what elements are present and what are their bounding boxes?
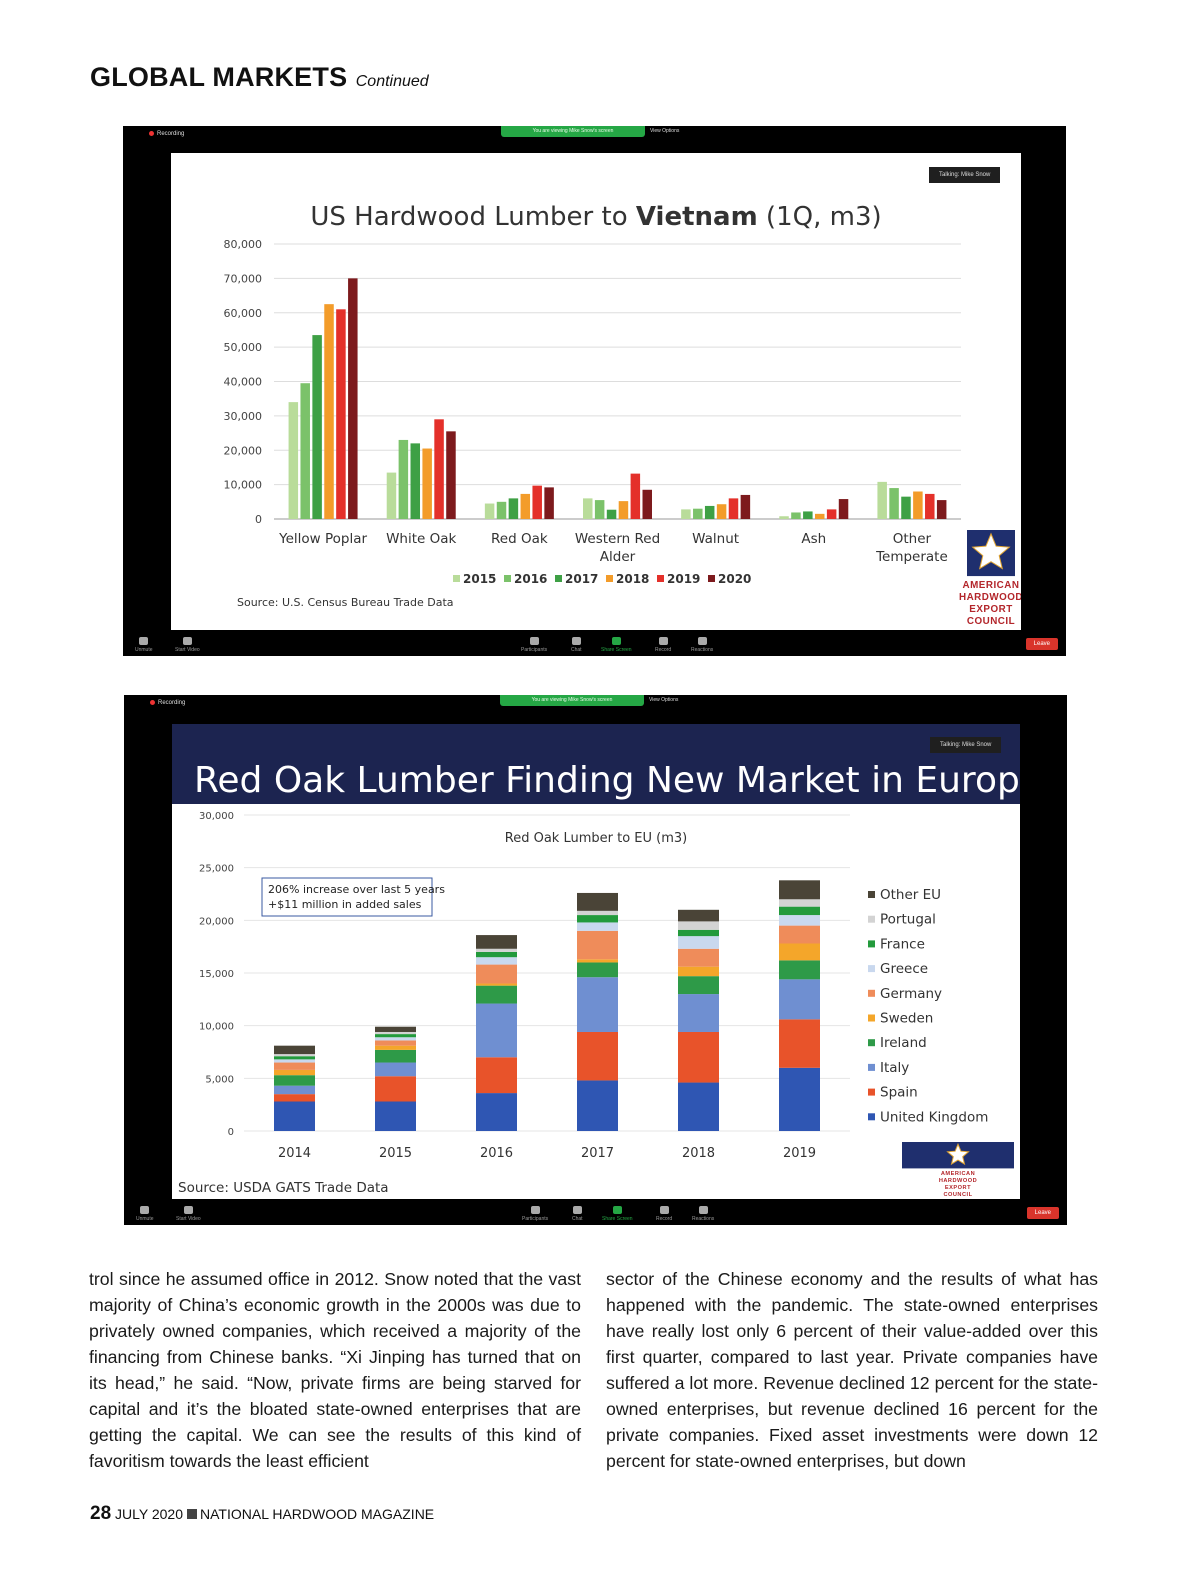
chart1-bar <box>446 431 456 519</box>
reactions-button[interactable]: Reactions <box>692 1206 714 1222</box>
page-number: 28 <box>90 1503 112 1524</box>
chart2-callout-line: +$11 million in added sales <box>268 898 422 911</box>
chart1-legend-swatch <box>453 575 460 582</box>
chart2-bar-segment <box>274 1075 315 1086</box>
chart2-source: Source: USDA GATS Trade Data <box>178 1180 389 1196</box>
body-column-right: sector of the Chinese economy and the results of what has happened with the pandemic. The state-owned enterprises have really lost only 6 percent of their value-added over this first quarter, compared to last year. Private companies have suffered a lot more. Revenue declined 12 percent for the state-owned enterprises, but revenue declined 16 percent for the private companies. Fixed asset investments were down 12 percent for state-owned enterprises, but down <box>606 1269 1098 1471</box>
zoom-topbar <box>123 126 1066 148</box>
chart2-x-label: 2015 <box>378 1146 413 1161</box>
chart1-bar <box>497 502 507 519</box>
chart2-bar-segment <box>577 1032 618 1080</box>
chart2-bar-segment <box>274 1070 315 1075</box>
chart1-legend-swatch <box>555 575 562 582</box>
participants-icon <box>530 637 539 645</box>
chart1-bar <box>717 504 727 519</box>
chart1-bar <box>693 509 703 519</box>
chart2-legend-label: Other EU <box>880 887 942 903</box>
chat-icon <box>573 1206 582 1214</box>
chart1-y-tick: 0 <box>255 513 262 526</box>
footer-date: JULY 2020 <box>115 1506 184 1522</box>
chart2-bar-segment <box>274 1102 315 1131</box>
chart1-y-tick: 40,000 <box>223 375 262 389</box>
chart2-bar-segment <box>274 1086 315 1094</box>
logo-text-line: EXPORT <box>944 1184 972 1191</box>
recording-indicator <box>135 131 184 137</box>
chat-button[interactable]: Chat <box>571 637 582 653</box>
chart2-legend-swatch <box>868 940 875 947</box>
ahec-logo-chart1 <box>959 530 1021 627</box>
chart2-bar-segment <box>678 967 719 976</box>
ahec-logo-chart2 <box>902 1142 1014 1198</box>
chart2-bar-segment <box>375 1102 416 1131</box>
chart1-bar <box>779 516 789 519</box>
chart1-bar <box>815 514 825 519</box>
chart2-banner-title: Red Oak Lumber Finding New Market in Europe <box>194 760 1020 801</box>
chart1-bar <box>289 402 299 519</box>
chart2-bar-segment <box>577 977 618 1032</box>
chart2-legend-label: United Kingdom <box>880 1109 989 1126</box>
chart2-callout-line: 206% increase over last 5 years <box>268 883 445 896</box>
chart2-bar-segment <box>577 962 618 977</box>
chart1-legend-label: 2019 <box>667 572 701 586</box>
talking-indicator: Talking: Mike Snow <box>929 167 1000 183</box>
chat-button[interactable]: Chat <box>572 1206 583 1222</box>
slide-red-oak <box>172 724 1020 1199</box>
chart2-legend-swatch <box>868 1015 875 1022</box>
page-footer <box>90 1503 434 1525</box>
recording-label: Recording <box>157 131 185 138</box>
video-camera-icon <box>184 1206 193 1214</box>
chart2-bar-segment <box>274 1054 315 1056</box>
chart2-bar-segment <box>274 1094 315 1101</box>
logo-text-line: EXPORT <box>969 603 1013 615</box>
zoom-screenshot-red-oak <box>124 695 1067 1225</box>
chart2-legend-label: Ireland <box>880 1035 927 1052</box>
chart2-bar-segment <box>678 1032 719 1083</box>
chart2-x-label: 2014 <box>277 1146 312 1161</box>
zoom-bottombar <box>124 1201 1067 1225</box>
chart1-legend-swatch <box>606 575 613 582</box>
section-header <box>90 62 429 93</box>
chart2-bar-segment <box>476 935 517 949</box>
chart1-bar <box>399 440 409 519</box>
chart2-x-label: 2018 <box>681 1146 716 1161</box>
chart1-legend-label: 2020 <box>718 572 752 586</box>
chart2-y-tick: 0 <box>227 1127 234 1138</box>
chart1-bar <box>901 497 911 519</box>
chart1-title: US Hardwood Lumber to Vietnam (1Q, m3) <box>310 202 882 232</box>
record-button[interactable]: Record <box>656 1206 672 1222</box>
chart1-legend-swatch <box>708 575 715 582</box>
chart2-y-tick: 15,000 <box>199 969 234 980</box>
viewing-banner: You are viewing Mike Snow's screen <box>501 126 645 137</box>
participants-button[interactable]: Participants <box>522 1206 548 1222</box>
chart1-bar <box>485 504 495 519</box>
chart2-x-label: 2019 <box>782 1146 817 1161</box>
chart2-legend-label: Greece <box>880 961 929 978</box>
chart2-legend-swatch <box>868 965 875 972</box>
chart2-x-label: 2017 <box>580 1146 615 1161</box>
chart2-bar-segment <box>375 1027 416 1032</box>
footer-square-icon <box>187 1509 197 1519</box>
chat-icon <box>572 637 581 645</box>
chart1-y-tick: 80,000 <box>223 238 262 251</box>
chart1-x-label: Western Red Alder <box>574 531 661 565</box>
chart1-x-label: Ash <box>801 531 827 547</box>
chart1-bar <box>839 499 849 519</box>
record-icon <box>660 1206 669 1214</box>
chart1-bar <box>300 383 310 519</box>
chart1-bar <box>913 492 923 520</box>
viewing-banner: You are viewing Mike Snow's screen <box>500 695 644 706</box>
chart1-bar <box>631 474 641 519</box>
chart1-x-label: Yellow Poplar <box>279 531 368 547</box>
chart2-bar-segment <box>779 926 820 944</box>
chart1-x-label: Red Oak <box>491 531 548 547</box>
chart1-legend-label: 2016 <box>514 572 548 586</box>
leave-button[interactable]: Leave <box>1026 638 1058 650</box>
reactions-button[interactable]: Reactions <box>691 637 713 653</box>
chart1-legend-label: 2015 <box>463 572 497 586</box>
chart1-legend-label: 2017 <box>565 572 599 586</box>
chart1-source: Source: U.S. Census Bureau Trade Data <box>237 596 454 609</box>
chart2-bar-segment <box>779 907 820 915</box>
leave-button[interactable]: Leave <box>1027 1207 1059 1219</box>
chart1-bar <box>595 500 605 519</box>
chart2-bar-segment <box>476 952 517 957</box>
zoom-bottombar <box>123 632 1066 656</box>
chart2-legend-swatch <box>868 1064 875 1071</box>
chart2-bar-segment <box>678 910 719 922</box>
chart2-bar-segment <box>678 930 719 936</box>
chart2-bar-segment <box>577 931 618 959</box>
chart1-legend-label: 2018 <box>616 572 650 586</box>
chart1-bar <box>803 511 813 519</box>
chart2-subtitle: Red Oak Lumber to EU (m3) <box>504 831 688 846</box>
chart2-y-tick: 25,000 <box>199 863 234 875</box>
chart2-bar-segment <box>375 1046 416 1050</box>
chart2-bar-segment <box>375 1040 416 1045</box>
chart1-bar <box>741 495 751 519</box>
logo-text-line: HARDWOOD <box>938 1178 978 1185</box>
chart1-bar <box>387 473 397 519</box>
chart1-bar <box>791 512 801 519</box>
chart2-bar-segment <box>476 1004 517 1058</box>
chart1-bar <box>705 506 715 519</box>
chart2-bar-segment <box>577 893 618 911</box>
chart2-legend-swatch <box>868 990 875 997</box>
chart2-y-tick: 5,000 <box>205 1074 234 1086</box>
chart1-y-tick: 60,000 <box>223 306 262 320</box>
chart2-bar-segment <box>678 976 719 994</box>
chart2-bar-segment <box>678 1083 719 1131</box>
zoom-screenshot-vietnam <box>123 126 1066 656</box>
chart2-bar-segment <box>779 899 820 906</box>
chart2-bar-segment <box>577 915 618 922</box>
record-icon <box>659 637 668 645</box>
chart2-bar-segment <box>678 994 719 1032</box>
chart1-bar <box>619 501 629 519</box>
unmute-button[interactable]: Unmute <box>136 1206 154 1222</box>
chart2-legend-label: Spain <box>880 1084 918 1101</box>
chart2-bar-segment <box>274 1063 315 1070</box>
chart1-bar <box>827 509 837 519</box>
chart2-legend-swatch <box>868 916 875 923</box>
chart2-bar-segment <box>779 979 820 1019</box>
share-screen-button[interactable]: Share Screen <box>602 1206 633 1222</box>
body-column-left: trol since he assumed office in 2012. Snow noted that the vast majority of China’s economic growth in the 2000s was due to privately owned companies, which received a majority of the financing from Chinese banks. “Xi Jinping has turned that on its head,” he said. “Now, private firms are being starved for capital and it’s the bloated state-owned enterprises that are getting the capital. We can see the results of this kind of favoritism towards the least efficient <box>89 1269 581 1471</box>
share-screen-button[interactable]: Share Screen <box>601 637 632 653</box>
chart2-bar-segment <box>577 911 618 915</box>
participants-button[interactable]: Participants <box>521 637 547 653</box>
chart2-bar-segment <box>779 960 820 979</box>
chart2-bar-segment <box>274 1046 315 1054</box>
chart2-bar-segment <box>274 1059 315 1062</box>
view-options-button[interactable]: View Options <box>650 128 680 134</box>
chart2-bar-segment <box>476 965 517 984</box>
continued-label: Continued <box>355 73 429 90</box>
chart2-x-label: 2016 <box>479 1146 514 1161</box>
chart1-bar <box>336 309 346 519</box>
chart2-bar-segment <box>375 1076 416 1101</box>
reactions-icon <box>699 1206 708 1214</box>
logo-text-line: COUNCIL <box>966 615 1016 627</box>
chart1-y-tick: 30,000 <box>223 409 262 423</box>
logo-text-line: COUNCIL <box>943 1191 973 1198</box>
chart2-bar-segment <box>779 1068 820 1131</box>
chart2-bar-segment <box>779 944 820 961</box>
chart1-x-label: White Oak <box>386 531 457 547</box>
chart2-bar-segment <box>577 922 618 930</box>
chart1-x-label: Other Temperate <box>876 531 948 565</box>
chart1-bar <box>532 486 542 519</box>
chart2-bar-segment <box>779 915 820 926</box>
chart2-legend-swatch <box>868 1039 875 1046</box>
chart1-y-tick: 20,000 <box>223 444 262 458</box>
chart1-bar <box>411 443 421 519</box>
start-video-button[interactable]: Start Video <box>175 637 200 653</box>
chart1-bar <box>925 494 935 519</box>
chart2-y-tick: 20,000 <box>199 916 234 928</box>
chart1-bar <box>937 500 947 519</box>
slide-vietnam <box>171 153 1021 630</box>
chart1-bar <box>509 498 518 519</box>
view-options-button[interactable]: View Options <box>649 697 679 703</box>
red-oak-stacked-chart <box>172 724 1020 1199</box>
chart2-legend-swatch <box>868 1113 875 1120</box>
chart2-bar-segment <box>375 1063 416 1077</box>
chart1-x-label: Walnut <box>692 531 740 547</box>
video-camera-icon <box>183 637 192 645</box>
chart2-bar-segment <box>476 1057 517 1093</box>
chart2-bar-segment <box>476 957 517 964</box>
chart2-y-tick: 30,000 <box>199 811 234 822</box>
chart2-legend-swatch <box>868 891 875 898</box>
chart1-legend-swatch <box>504 575 511 582</box>
share-screen-icon <box>612 637 621 645</box>
chart1-bar <box>348 278 358 519</box>
chart1-y-tick: 70,000 <box>223 272 262 286</box>
chart1-bar <box>877 482 887 519</box>
vietnam-bar-chart <box>171 153 1021 630</box>
talking-indicator: Talking: Mike Snow <box>930 737 1001 753</box>
chart1-bar <box>544 487 554 519</box>
logo-text-line: HARDWOOD <box>958 591 1021 603</box>
recording-label: Recording <box>158 700 186 707</box>
chart1-bar <box>312 335 322 519</box>
chart2-bar-segment <box>779 1019 820 1067</box>
chart2-legend-label: Italy <box>880 1059 910 1076</box>
record-dot-icon <box>149 131 154 136</box>
chart1-bar <box>607 510 617 519</box>
chart1-bar <box>681 509 691 519</box>
reactions-icon <box>698 637 707 645</box>
chart2-bar-segment <box>577 1080 618 1131</box>
chart2-bar-segment <box>375 1032 416 1034</box>
section-title: GLOBAL MARKETS <box>90 62 348 92</box>
chart2-legend-label: Sweden <box>880 1010 934 1027</box>
chart2-bar-segment <box>375 1050 416 1063</box>
logo-text-line: AMERICAN <box>962 579 1020 591</box>
chart2-bar-segment <box>375 1037 416 1040</box>
chart2-legend-label: France <box>880 936 925 953</box>
record-dot-icon <box>150 700 155 705</box>
chart1-y-tick: 50,000 <box>223 341 262 355</box>
chart2-bar-segment <box>577 959 618 962</box>
chart2-bar-segment <box>476 949 517 952</box>
chart1-legend-swatch <box>657 575 664 582</box>
chart1-y-tick: 10,000 <box>223 478 262 492</box>
chart2-legend-swatch <box>868 1089 875 1096</box>
chart2-bar-segment <box>476 984 517 986</box>
chart2-bar-segment <box>779 880 820 899</box>
chart2-bar-segment <box>375 1034 416 1037</box>
recording-indicator <box>136 700 185 706</box>
share-screen-icon <box>613 1206 622 1214</box>
chart1-bar <box>583 498 593 519</box>
start-video-button[interactable]: Start Video <box>176 1206 201 1222</box>
microphone-icon <box>140 1206 149 1214</box>
logo-text-line: AMERICAN <box>940 1171 976 1178</box>
chart1-bar <box>422 449 432 519</box>
participants-icon <box>531 1206 540 1214</box>
chart2-bar-segment <box>678 936 719 949</box>
chart2-bar-segment <box>678 949 719 967</box>
footer-magazine: NATIONAL HARDWOOD MAGAZINE <box>200 1506 435 1522</box>
zoom-topbar <box>124 695 1067 717</box>
chart2-bar-segment <box>678 921 719 929</box>
chart2-bar-segment <box>274 1056 315 1059</box>
chart1-bar <box>521 494 531 519</box>
chart1-bar <box>324 304 334 519</box>
chart1-bar <box>729 498 739 519</box>
microphone-icon <box>139 637 148 645</box>
chart2-legend-label: Germany <box>880 985 943 1002</box>
record-button[interactable]: Record <box>655 637 671 653</box>
chart2-bar-segment <box>476 986 517 1004</box>
chart2-bar-segment <box>476 1093 517 1131</box>
chart2-y-tick: 10,000 <box>199 1021 234 1033</box>
chart1-bar <box>434 419 444 519</box>
chart1-bar <box>889 488 899 519</box>
unmute-button[interactable]: Unmute <box>135 637 153 653</box>
chart1-bar <box>643 490 653 519</box>
chart2-legend-label: Portugal <box>880 911 936 928</box>
